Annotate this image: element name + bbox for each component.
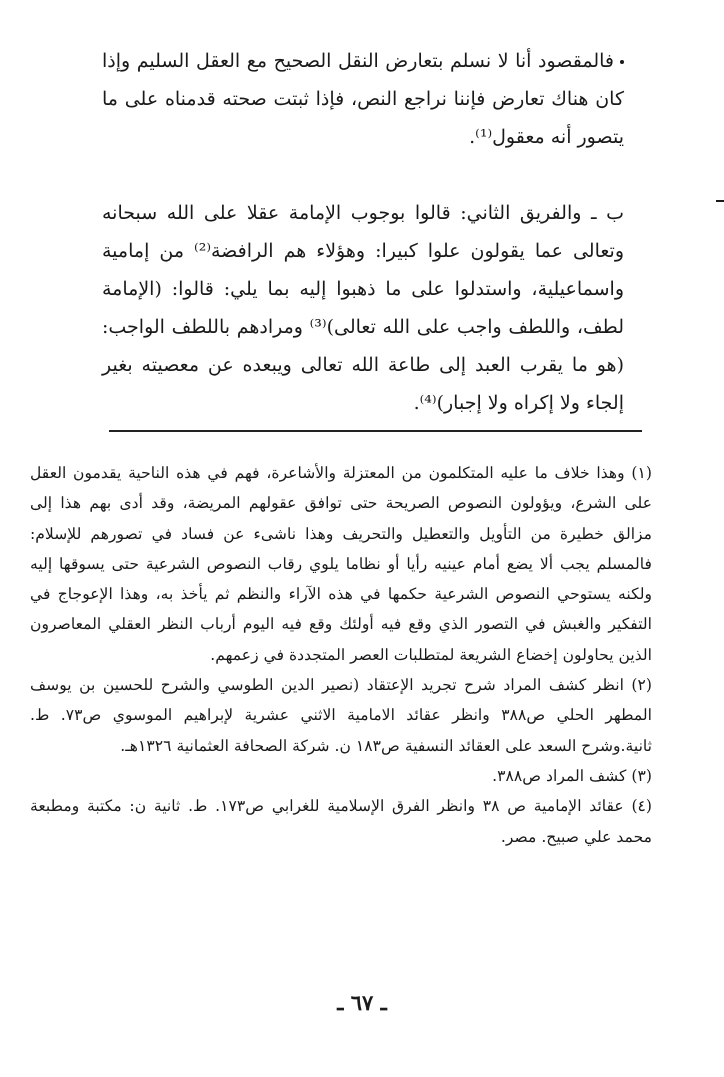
- main-text: [102, 42, 624, 422]
- footnotes-section: [30, 458, 652, 852]
- main-paragraph-1: [102, 42, 624, 156]
- page-number: ـ ٦٧ ـ: [337, 990, 387, 1015]
- footnote-4: (٤) عقائد الإمامية ص ٣٨ وانظر الفرق الإسلامية للغرابي ص١٧٣. ط. ثانية ن: مكتبة ومطبعة محمد علي صبيح. مصر.: [30, 797, 653, 846]
- footnote-2: (٢) انظر كشف المراد شرح تجريد الإعتقاد (نصير الدين الطوسي والشرح للحسين بن يوسف المطهر الحلي ص٣٨٨ وانظر عقائد الامامية الاثني عشرية لإبراهيم الموسوي ص٧٣. ط. ثانية.وشرح السعد على العقائد النسفية ص١٨٣ ن. شركة الصحافة العثمانية ١٣٢٦هـ.: [30, 676, 653, 755]
- margin-mark: [716, 200, 724, 202]
- bullet-dot-icon: [620, 60, 624, 64]
- main-paragraph-1-text: فالمقصود أنا لا نسلم بتعارض النقل الصحيح مع العقل السليم وإذا كان هناك تعارض فإننا نراجع النص، فإذا ثبتت صحته قدمناه على ما يتصور أنه معقول⁽¹⁾.: [102, 50, 624, 148]
- footnote-3: (٣) كشف المراد ص٣٨٨.: [492, 766, 652, 785]
- footnote-1: (١) وهذا خلاف ما عليه المتكلمون من المعتزلة والأشاعرة، فهم في هذه الناحية يقدمون العقل على الشرع، ويؤولون النصوص الصريحة حتى توافق عقولهم المريضة، وقد أدى بهم هذا إلى مزالق خطيرة من التأويل والتعطيل والتحريف وهذا ناشىء عن فساد في تصورهم للإسلام: فالمسلم يجب ألا يضع أمام عينيه رأيا أو نظاما يلوي رقاب النصوص الشرعية حتى يسوقها إليه ولكنه يستوحي النصوص الشرعية حكمها في هذه الآراء والنظم ثم يأخذ به، وهذا الإعوجاج في التفكير والغبش في التصور الذي وقع فيه أولئك وقع فيه اليوم أرباب النظر العقلي المعاصرون الذين يحاولون إخضاع الشريعة لمتطلبات العصر المتجددة في زعمهم.: [30, 464, 652, 664]
- footnote-divider: [109, 430, 642, 432]
- main-paragraph-2: ب ـ والفريق الثاني: قالوا بوجوب الإمامة عقلا على الله سبحانه وتعالى عما يقولون علوا كبيرا: وهؤلاء هم الرافضة⁽²⁾ من إمامية واسماعيلية، واستدلوا على ما ذهبوا إليه بما يلي: قالوا: (الإمامة لطف، واللطف واجب على الله تعالى)⁽³⁾ ومرادهم باللطف الواجب: (هو ما يقرب العبد إلى طاعة الله تعالى ويبعده عن معصيته بغير إلجاء ولا إكراه ولا إجبار)⁽⁴⁾.: [102, 202, 624, 414]
